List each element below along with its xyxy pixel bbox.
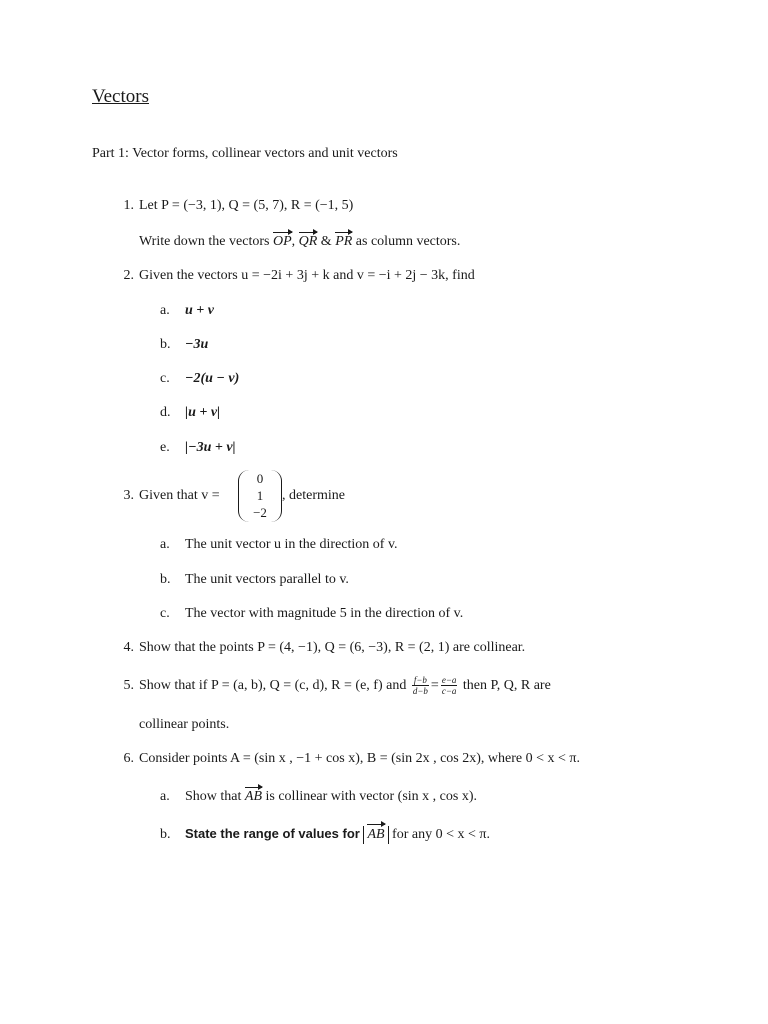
question-4-number: 4.: [123, 640, 134, 655]
question-1-instruction-end: as column vectors.: [352, 234, 461, 249]
question-6b-letter: b.: [160, 827, 171, 842]
vector-ab: AB: [244, 789, 262, 804]
question-5-text-end: then P, Q, R are: [462, 678, 551, 693]
question-3c-text: The vector with magnitude 5 in the direction of v.: [185, 606, 464, 621]
question-6a-text-end: is collinear with vector (sin x , cos x).: [262, 789, 478, 804]
question-1-instruction-start: Write down the vectors: [139, 234, 273, 249]
fraction-2-numerator: e−a: [441, 675, 457, 686]
page-title: Vectors: [92, 86, 149, 107]
vector-qr: QR: [298, 234, 318, 249]
question-2d-letter: d.: [160, 405, 171, 420]
question-1-text: Let P = (−3, 1), Q = (5, 7), R = (−1, 5): [139, 198, 354, 213]
comma: ,: [291, 234, 299, 249]
vector-component-3: −2: [253, 505, 267, 520]
vector-op: OP: [272, 234, 292, 249]
vector-ab-magnitude: AB: [367, 826, 385, 842]
question-5-text: [139, 670, 551, 702]
question-6-text: Consider points A = (sin x , −1 + cos x), B = (sin 2x , cos 2x), where 0 < x < π.: [139, 751, 580, 766]
question-6a-letter: a.: [160, 789, 170, 804]
right-paren: [271, 470, 282, 522]
fraction-f-b-over-d-b: [412, 675, 429, 696]
question-5-continuation: collinear points.: [139, 717, 230, 732]
equals-sign: =: [430, 678, 439, 693]
question-6a-text-start: Show that: [185, 789, 245, 804]
question-6b-bold-text: State the range of values for: [185, 826, 364, 841]
question-1-number: 1.: [123, 198, 134, 213]
part-heading: Part 1: Vector forms, collinear vectors and unit vectors: [92, 146, 398, 161]
question-4-text: Show that the points P = (4, −1), Q = (6, −3), R = (2, 1) are collinear.: [139, 640, 526, 655]
fraction-2-denominator: c−a: [441, 686, 457, 697]
fraction-1-numerator: f−b: [413, 675, 427, 686]
question-3b-text: The unit vectors parallel to v.: [185, 572, 349, 587]
magnitude-bars: [363, 826, 388, 844]
vector-component-2: 1: [256, 488, 264, 503]
question-2c-text: −2(u − v): [185, 371, 240, 386]
question-2a-letter: a.: [160, 303, 170, 318]
question-2d-text: |u + v|: [185, 405, 221, 420]
question-3-stem-end: , determine: [282, 488, 345, 503]
question-2b-letter: b.: [160, 337, 171, 352]
question-5-text-start: Show that if P = (a, b), Q = (c, d), R = (e, f) and: [139, 678, 407, 693]
question-6b-text: [185, 823, 490, 845]
column-vector-v: [238, 470, 282, 522]
question-1-instruction: [139, 234, 460, 250]
vector-pr: PR: [335, 234, 353, 249]
question-6-number: 6.: [123, 751, 134, 766]
question-3-number: 3.: [123, 488, 134, 503]
question-2-text: Given the vectors u = −2i + 3j + k and v = −i + 2j − 3k, find: [139, 268, 475, 283]
question-3a-text: The unit vector u in the direction of v.: [185, 537, 398, 552]
fraction-e-a-over-c-a: [441, 675, 458, 696]
question-2a-text: u + v: [185, 303, 214, 318]
question-3c-letter: c.: [160, 606, 170, 621]
question-5-number: 5.: [123, 678, 134, 693]
question-3b-letter: b.: [160, 572, 171, 587]
question-6b-text-end: for any 0 < x < π.: [388, 827, 490, 842]
question-2-number: 2.: [123, 268, 134, 283]
question-6a-text: [185, 789, 477, 805]
question-3-stem: Given that v =: [139, 488, 220, 503]
ampersand: &: [317, 234, 336, 249]
question-2c-letter: c.: [160, 371, 170, 386]
question-3a-letter: a.: [160, 537, 170, 552]
fraction-1-denominator: d−b: [412, 686, 428, 697]
question-2b-text: −3u: [185, 337, 209, 352]
question-2e-text: |−3u + v|: [185, 440, 236, 455]
vector-component-1: 0: [256, 471, 264, 486]
question-2e-letter: e.: [160, 440, 170, 455]
